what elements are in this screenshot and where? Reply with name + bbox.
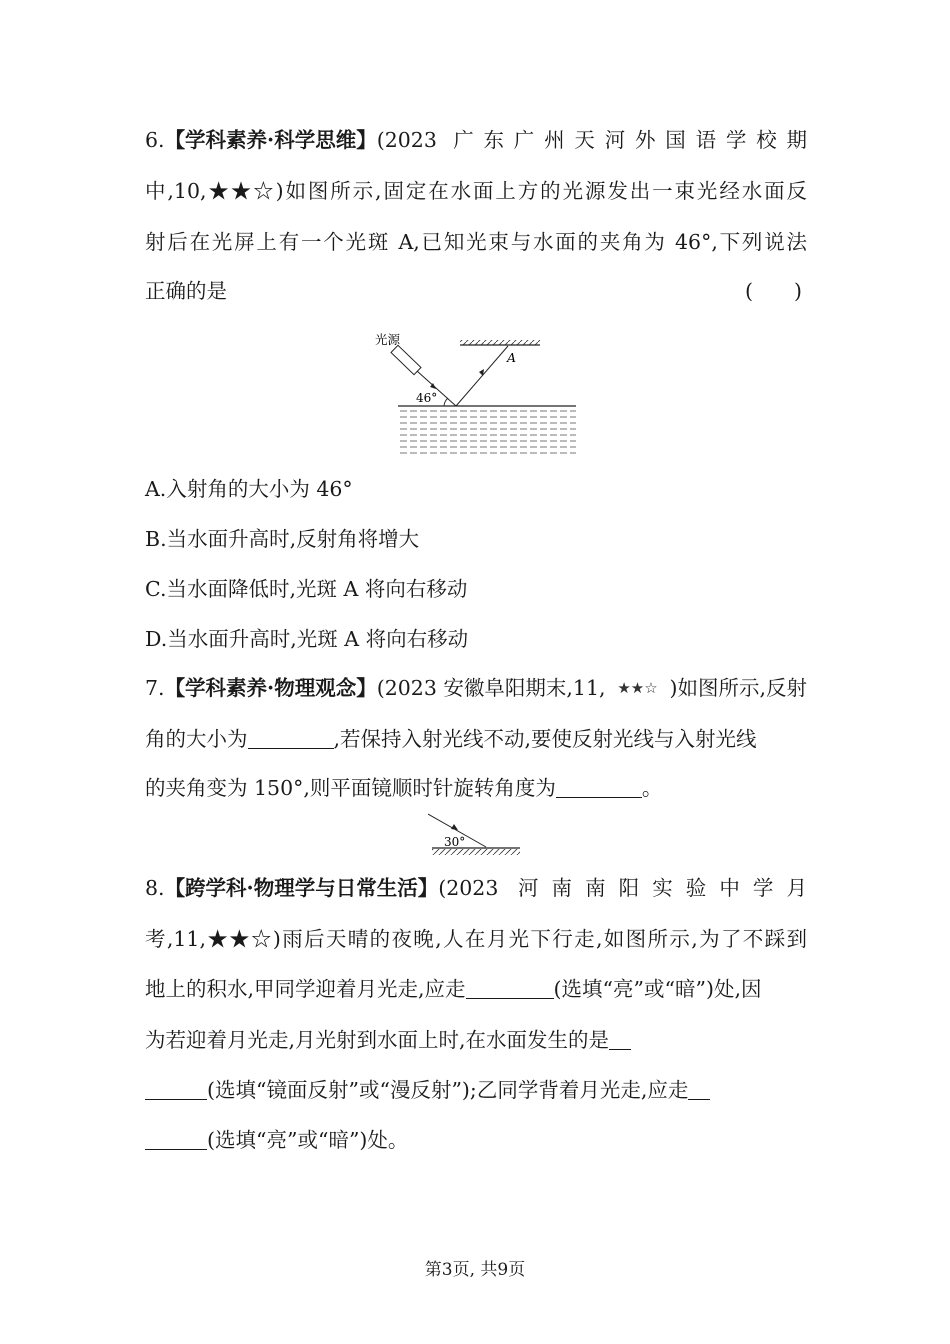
q8-blank-2-start[interactable] xyxy=(609,1029,631,1050)
screen-hatch xyxy=(460,340,540,345)
light-source xyxy=(391,345,421,374)
q6-number: 6. xyxy=(145,128,165,152)
q7-line-3-a: 的夹角变为 150°,则平面镜顺时针旋转角度为 xyxy=(145,776,556,800)
q6-option-a: A.入射角的大小为 46° xyxy=(145,477,353,501)
q7-line-2-a: 角的大小为 xyxy=(145,727,248,751)
q6-option-c: C.当水面降低时,光斑 A 将向右移动 xyxy=(145,577,468,601)
q7-number: 7. xyxy=(145,676,165,700)
q8-line-4-text: 为若迎着月光走,月光射到水面上时,在水面发生的是 xyxy=(145,1028,610,1052)
reflected-ray xyxy=(456,346,508,406)
page-footer: 第3页, 共9页 xyxy=(424,1260,526,1280)
q7-source xyxy=(377,673,807,703)
q8-line-4 xyxy=(145,1025,807,1055)
q6-option-d: D.当水面升高时,光斑 A 将向右移动 xyxy=(145,627,469,651)
water-body xyxy=(398,408,576,454)
q7-mirror-figure xyxy=(428,812,524,862)
q7-line-1 xyxy=(145,673,807,703)
q8-blank-1[interactable] xyxy=(466,978,554,999)
q6-line-4: 正确的是 xyxy=(145,279,227,303)
q8-line-3-b: (选填“亮”或“暗”)处,因 xyxy=(553,977,762,1001)
q7-line-3 xyxy=(145,773,807,803)
q6-source: (2023 广东广州天河外国语学校期 xyxy=(376,128,807,152)
q6-answer-paren: ( ) xyxy=(745,279,802,303)
q7-blank-1[interactable] xyxy=(248,728,334,749)
q7-tag: 【学科素养·物理观念】 xyxy=(164,676,377,700)
q8-line-5-text: (选填“镜面反射”或“漫反射”);乙同学背着月光走,应走 xyxy=(207,1078,689,1102)
q7-angle-label: 30° xyxy=(444,835,466,849)
q6-line-1 xyxy=(145,125,807,155)
q6-reflection-figure xyxy=(370,318,580,458)
q7-arrow xyxy=(451,824,458,830)
q7-stars: ★★☆ xyxy=(617,679,658,697)
q8-line-2: 考,11,★★☆)雨后天晴的夜晚,人在月光下行走,如图所示,为了不踩到 xyxy=(145,927,807,951)
q7-line-2 xyxy=(145,724,807,754)
q6-option-b: B.当水面升高时,反射角将增大 xyxy=(145,527,420,551)
source-label: 光源 xyxy=(375,332,401,347)
q7-line-3-b: 。 xyxy=(641,776,663,800)
q8-number: 8. xyxy=(145,876,165,900)
angle-label: 46° xyxy=(416,391,438,405)
q7-source-tail: )如图所示,反射 xyxy=(669,676,807,700)
q8-line-6 xyxy=(145,1125,807,1155)
q8-line-5 xyxy=(145,1075,807,1105)
q6-line-3: 射后在光屏上有一个光斑 A,已知光束与水面的夹角为 46°,下列说法 xyxy=(145,230,807,254)
q8-blank-3-end[interactable] xyxy=(145,1129,207,1150)
q8-blank-2-end[interactable] xyxy=(145,1079,207,1100)
q8-tag: 【跨学科·物理学与日常生活】 xyxy=(164,876,439,900)
q8-line-3 xyxy=(145,974,807,1004)
angle-arc xyxy=(444,398,448,406)
q8-line-3-a: 地上的积水,甲同学迎着月光走,应走 xyxy=(145,977,466,1001)
q8-line-6-text: (选填“亮”或“暗”)处。 xyxy=(207,1128,409,1152)
q8-source: (2023 河南南阳实验中学月 xyxy=(438,876,807,900)
q8-blank-3-start[interactable] xyxy=(688,1079,710,1100)
spot-label: A xyxy=(507,350,517,365)
q8-line-1 xyxy=(145,873,807,903)
q6-line-2: 中,10,★★☆)如图所示,固定在水面上方的光源发出一束光经水面反 xyxy=(145,179,807,203)
q7-source-text: (2023 安徽阜阳期末,11, xyxy=(376,676,606,700)
q7-line-2-b: ,若保持入射光线不动,要使反射光线与入射光线 xyxy=(333,727,757,751)
q6-tag: 【学科素养·科学思维】 xyxy=(164,128,377,152)
q7-mirror-hatch xyxy=(432,849,520,855)
q7-blank-2[interactable] xyxy=(556,777,642,798)
